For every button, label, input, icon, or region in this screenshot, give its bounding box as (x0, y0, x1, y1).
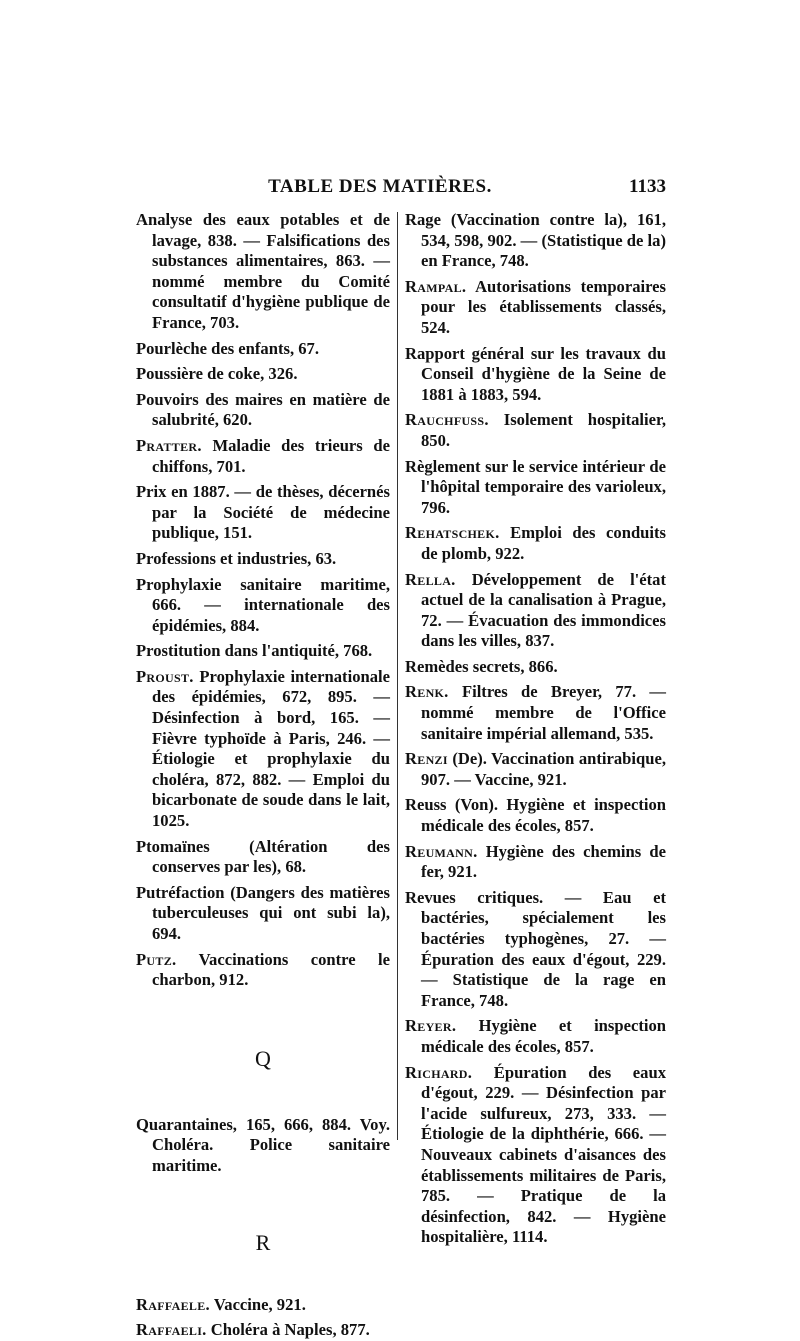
entry-text: Rapport général sur les travaux du Conseil d'hygiène de la Seine de 1881 à 1883, 594. (405, 343, 666, 404)
index-entry (136, 482, 390, 544)
index-entry (136, 575, 390, 637)
index-entry (136, 390, 390, 431)
entry-text: Vaccine, 921. (213, 1294, 306, 1314)
index-entry (405, 523, 666, 564)
running-title: TABLE DES MATIÈRES. (268, 176, 492, 197)
column-divider (397, 212, 398, 1140)
index-entry (136, 667, 390, 832)
index-entry (136, 837, 390, 878)
entry-text: Professions et industries, 63. (136, 548, 337, 568)
entry-text: Ptomaïnes (Altération des conserves par les), 68. (136, 836, 390, 877)
entry-text: Putréfaction (Dangers des matières tuberculeuses qui ont subi la), 694. (136, 882, 390, 943)
q-entries (136, 1115, 390, 1177)
entry-text: Analyse des eaux potables et de lavage, 838. — Falsifications des substances alimentaires, 863. — nommé membre du Comité consultatif d'hygiène publique de France, 703. (136, 210, 390, 332)
entry-author: Reyer. (405, 1016, 457, 1036)
entry-text: Règlement sur le service intérieur de l'hôpital temporaire des varioleux, 796. (405, 456, 666, 517)
entry-text: (De). Vaccination antirabique, 907. — Vaccine, 921. (421, 749, 666, 789)
entry-author: Rella. (405, 569, 456, 589)
page-header (0, 176, 800, 204)
index-entry (136, 950, 390, 991)
index-entry (405, 1063, 666, 1248)
entry-author: Rauchfuss. (405, 410, 489, 430)
section-letter-r: R (255, 1229, 271, 1255)
entry-author: Renzi (405, 749, 448, 769)
entry-author: Rehatschek. (405, 523, 500, 543)
index-entry (405, 842, 666, 883)
entry-text: Rage (Vaccination contre la), 161, 534, 598, 902. — (Statistique de la) en France, 748. (405, 210, 666, 271)
entry-author: Proust. (136, 666, 194, 686)
entry-text: Quarantaines, 165, 666, 884. Voy. Choléra. Police sanitaire maritime. (136, 1114, 390, 1175)
index-entry (405, 277, 666, 339)
index-entry (136, 364, 390, 385)
entry-text: Pouvoirs des maires en matière de salubrité, 620. (136, 389, 390, 430)
entry-text: Poussière de coke, 326. (136, 364, 298, 384)
entry-text: Prix en 1887. — de thèses, décernés par la Société de médecine publique, 151. (136, 482, 390, 543)
entry-text: Remèdes secrets, 866. (405, 656, 558, 676)
index-entry (405, 570, 666, 652)
index-entry (405, 344, 666, 406)
index-entry (136, 883, 390, 945)
index-entry (405, 410, 666, 451)
index-entry (136, 1295, 390, 1316)
index-entry (136, 641, 390, 662)
entry-author: Renk. (405, 682, 449, 702)
entry-author: Pratter. (136, 435, 202, 455)
entry-text: Hygiène des chemins de fer, 921. (421, 841, 666, 882)
index-entry (136, 339, 390, 360)
entry-text: Prophylaxie internationale des épidémies, 672, 895. — Désinfection à bord, 165. — Fièvre typhoïde à Paris, 246. — Étiologie et prophylaxie du choléra, 872, 882. — Emploi du bicarbonate de soude dans le lait, 1025. (152, 666, 390, 831)
entry-text: Développement de l'état actuel de la canalisation à Prague, 72. — Évacuation des immondices dans les villes, 837. (421, 569, 666, 651)
index-entry (136, 210, 390, 334)
index-entry (405, 888, 666, 1012)
index-entry (405, 457, 666, 519)
entry-author: Putz. (136, 949, 177, 969)
entry-text: Autorisations temporaires pour les établissements classés, 524. (421, 276, 667, 337)
right-entries (405, 210, 666, 1248)
index-entry (405, 1016, 666, 1057)
entry-text: Isolement hospitalier, 850. (421, 410, 666, 450)
entry-text: Prostitution dans l'antiquité, 768. (136, 641, 373, 661)
entry-text: Maladie des trieurs de chiffons, 701. (152, 435, 390, 476)
entry-text: Épuration des eaux d'égout, 229. — Désinfection par l'acide sulfureux, 273, 333. — Étiologie de la diphthérie, 666. — Nouveaux cabinets d'aisances des établissements militaires de Paris, 785. — Pratique de la désinfection, 842. — Hygiène hospitalière, 1114. (421, 1062, 666, 1247)
index-entry (405, 795, 666, 836)
page-number: 1133 (629, 176, 666, 197)
entry-text: Filtres de Breyer, 77. — nommé membre de l'Office sanitaire impérial allemand, 535. (421, 682, 666, 743)
index-entry (136, 1320, 390, 1341)
index-entry (136, 549, 390, 570)
index-entry (405, 749, 666, 790)
index-entry (405, 210, 666, 272)
entry-author: Rampal. (405, 276, 467, 296)
index-entry (405, 682, 666, 744)
entry-text: Emploi des conduits de plomb, 922. (421, 523, 666, 563)
index-entry (405, 657, 666, 678)
entry-author: Richard. (405, 1062, 473, 1082)
section-letter-q: Q (255, 1045, 271, 1071)
right-column (405, 210, 667, 1247)
entry-text: Hygiène et inspection médicale des écoles, 857. (421, 1016, 666, 1056)
entry-text: Vaccinations contre le charbon, 912. (152, 949, 390, 990)
entry-text: Revues critiques. — Eau et bactéries, spécialement les bactéries typhogènes, 27. — Épuration des eaux d'égout, 229. — Statistique de la rage en France, 748. (405, 887, 666, 1010)
r-entries (136, 1295, 390, 1341)
entry-text: Prophylaxie sanitaire maritime, 666. — internationale des épidémies, 884. (136, 574, 390, 635)
entry-text: Choléra à Naples, 877. (210, 1320, 370, 1340)
entry-author: Reumann. (405, 841, 478, 861)
entry-author: Raffaeli. (136, 1320, 207, 1340)
entry-text: Reuss (Von). Hygiène et inspection médicale des écoles, 857. (405, 795, 666, 836)
index-entry (136, 436, 390, 477)
entry-text: Pourlèche des enfants, 67. (136, 338, 319, 358)
left-entries (136, 210, 390, 991)
entry-author: Raffaele. (136, 1294, 210, 1314)
left-column (136, 210, 390, 1340)
index-entry (136, 1115, 390, 1177)
